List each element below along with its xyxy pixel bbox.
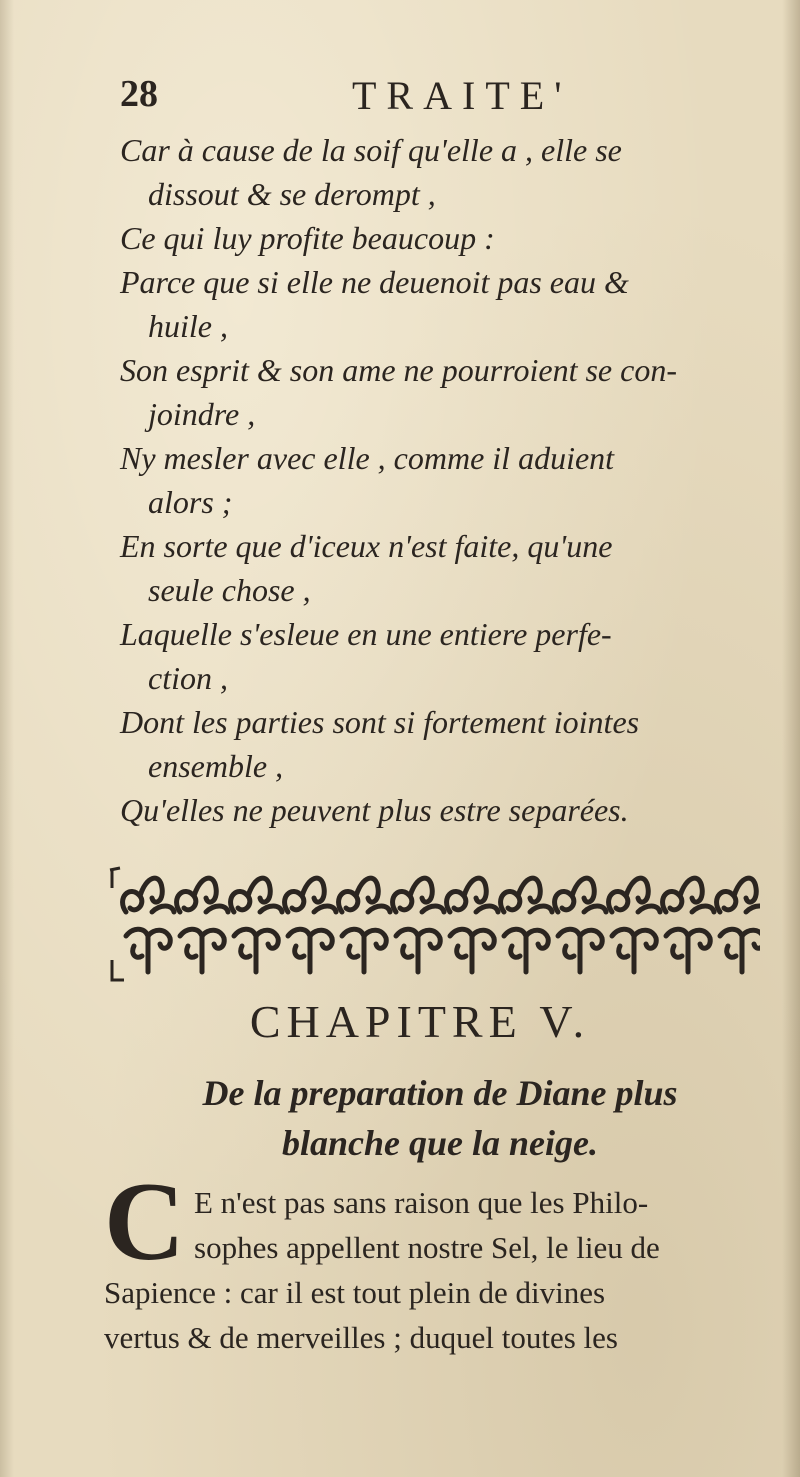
page-edge-left [0,0,14,1477]
ornament-scroll [720,929,760,972]
verse-line: Dont les parties sont si fortement iointes [120,704,640,740]
page-number: 28 [120,73,158,115]
ornament-scroll [285,878,336,912]
drop-cap: C [104,1160,185,1284]
ornament-scroll [288,929,332,972]
ornament-scroll [555,878,606,912]
verse-line: Ce qui luy profite beaucoup : [120,220,495,256]
verse-line: huile , [148,308,228,344]
ornament-scroll [123,878,174,912]
ornament-scroll [393,878,444,912]
verse-line: seule chose , [148,572,311,608]
verse-line: Laquelle s'esleue en une entiere perfe- [120,616,612,652]
chapter-heading: CHAPITRE V. [249,996,591,1047]
body-line: sophes appellent nostre Sel, le lieu de [194,1230,660,1265]
ornament-scroll [177,878,228,912]
verse-block [120,128,770,832]
verse-line: ction , [148,660,228,696]
running-head: TRAITE' [352,73,572,118]
ornament-scroll [717,878,760,912]
body-line: Sapience : car il est tout plein de divines [104,1275,606,1310]
verse-line: En sorte que d'iceux n'est faite, qu'une [120,528,613,564]
body-text [104,1180,764,1360]
ornament-scroll [339,878,390,912]
verse-line: ensemble , [148,748,284,784]
page-header [120,72,760,122]
ornament-scroll [663,878,714,912]
floral-ornament-icon [108,862,760,988]
body-line: E n'est pas sans raison que les Philo- [194,1185,649,1220]
ornament-scroll [342,929,386,972]
ornament-scroll [447,878,498,912]
verse-line: joindre , [148,396,256,432]
ornament-scroll [609,878,660,912]
ornament-scroll [504,929,548,972]
ornament-scroll [558,929,602,972]
ornament-scroll [450,929,494,972]
ornament-scroll [126,929,170,972]
chapter-title-line: De la preparation de Diane plus [202,1073,678,1113]
chapter-title [120,1068,760,1168]
ornament-scroll [612,929,656,972]
chapter-title-line: blanche que la neige. [282,1123,598,1163]
page-edge-right [782,0,800,1477]
ornament-scroll [501,878,552,912]
verse-line: Parce que si elle ne deuenoit pas eau & [120,264,629,300]
verse-line: dissout & se derompt , [148,176,436,212]
verse-line: Ny mesler avec elle , comme il aduient [120,440,615,476]
verse-line: alors ; [148,484,233,520]
ornament-scroll [666,929,710,972]
body-line: vertus & de merveilles ; duquel toutes les [104,1320,618,1355]
verse-line: Son esprit & son ame ne pourroient se con- [120,352,677,388]
ornament-scroll [180,929,224,972]
verse-line: Car à cause de la soif qu'elle a , elle se [120,132,622,168]
ornament-scroll [231,878,282,912]
ornament-scroll [234,929,278,972]
ornament-scroll [396,929,440,972]
verse-line: Qu'elles ne peuvent plus estre separées. [120,792,629,828]
